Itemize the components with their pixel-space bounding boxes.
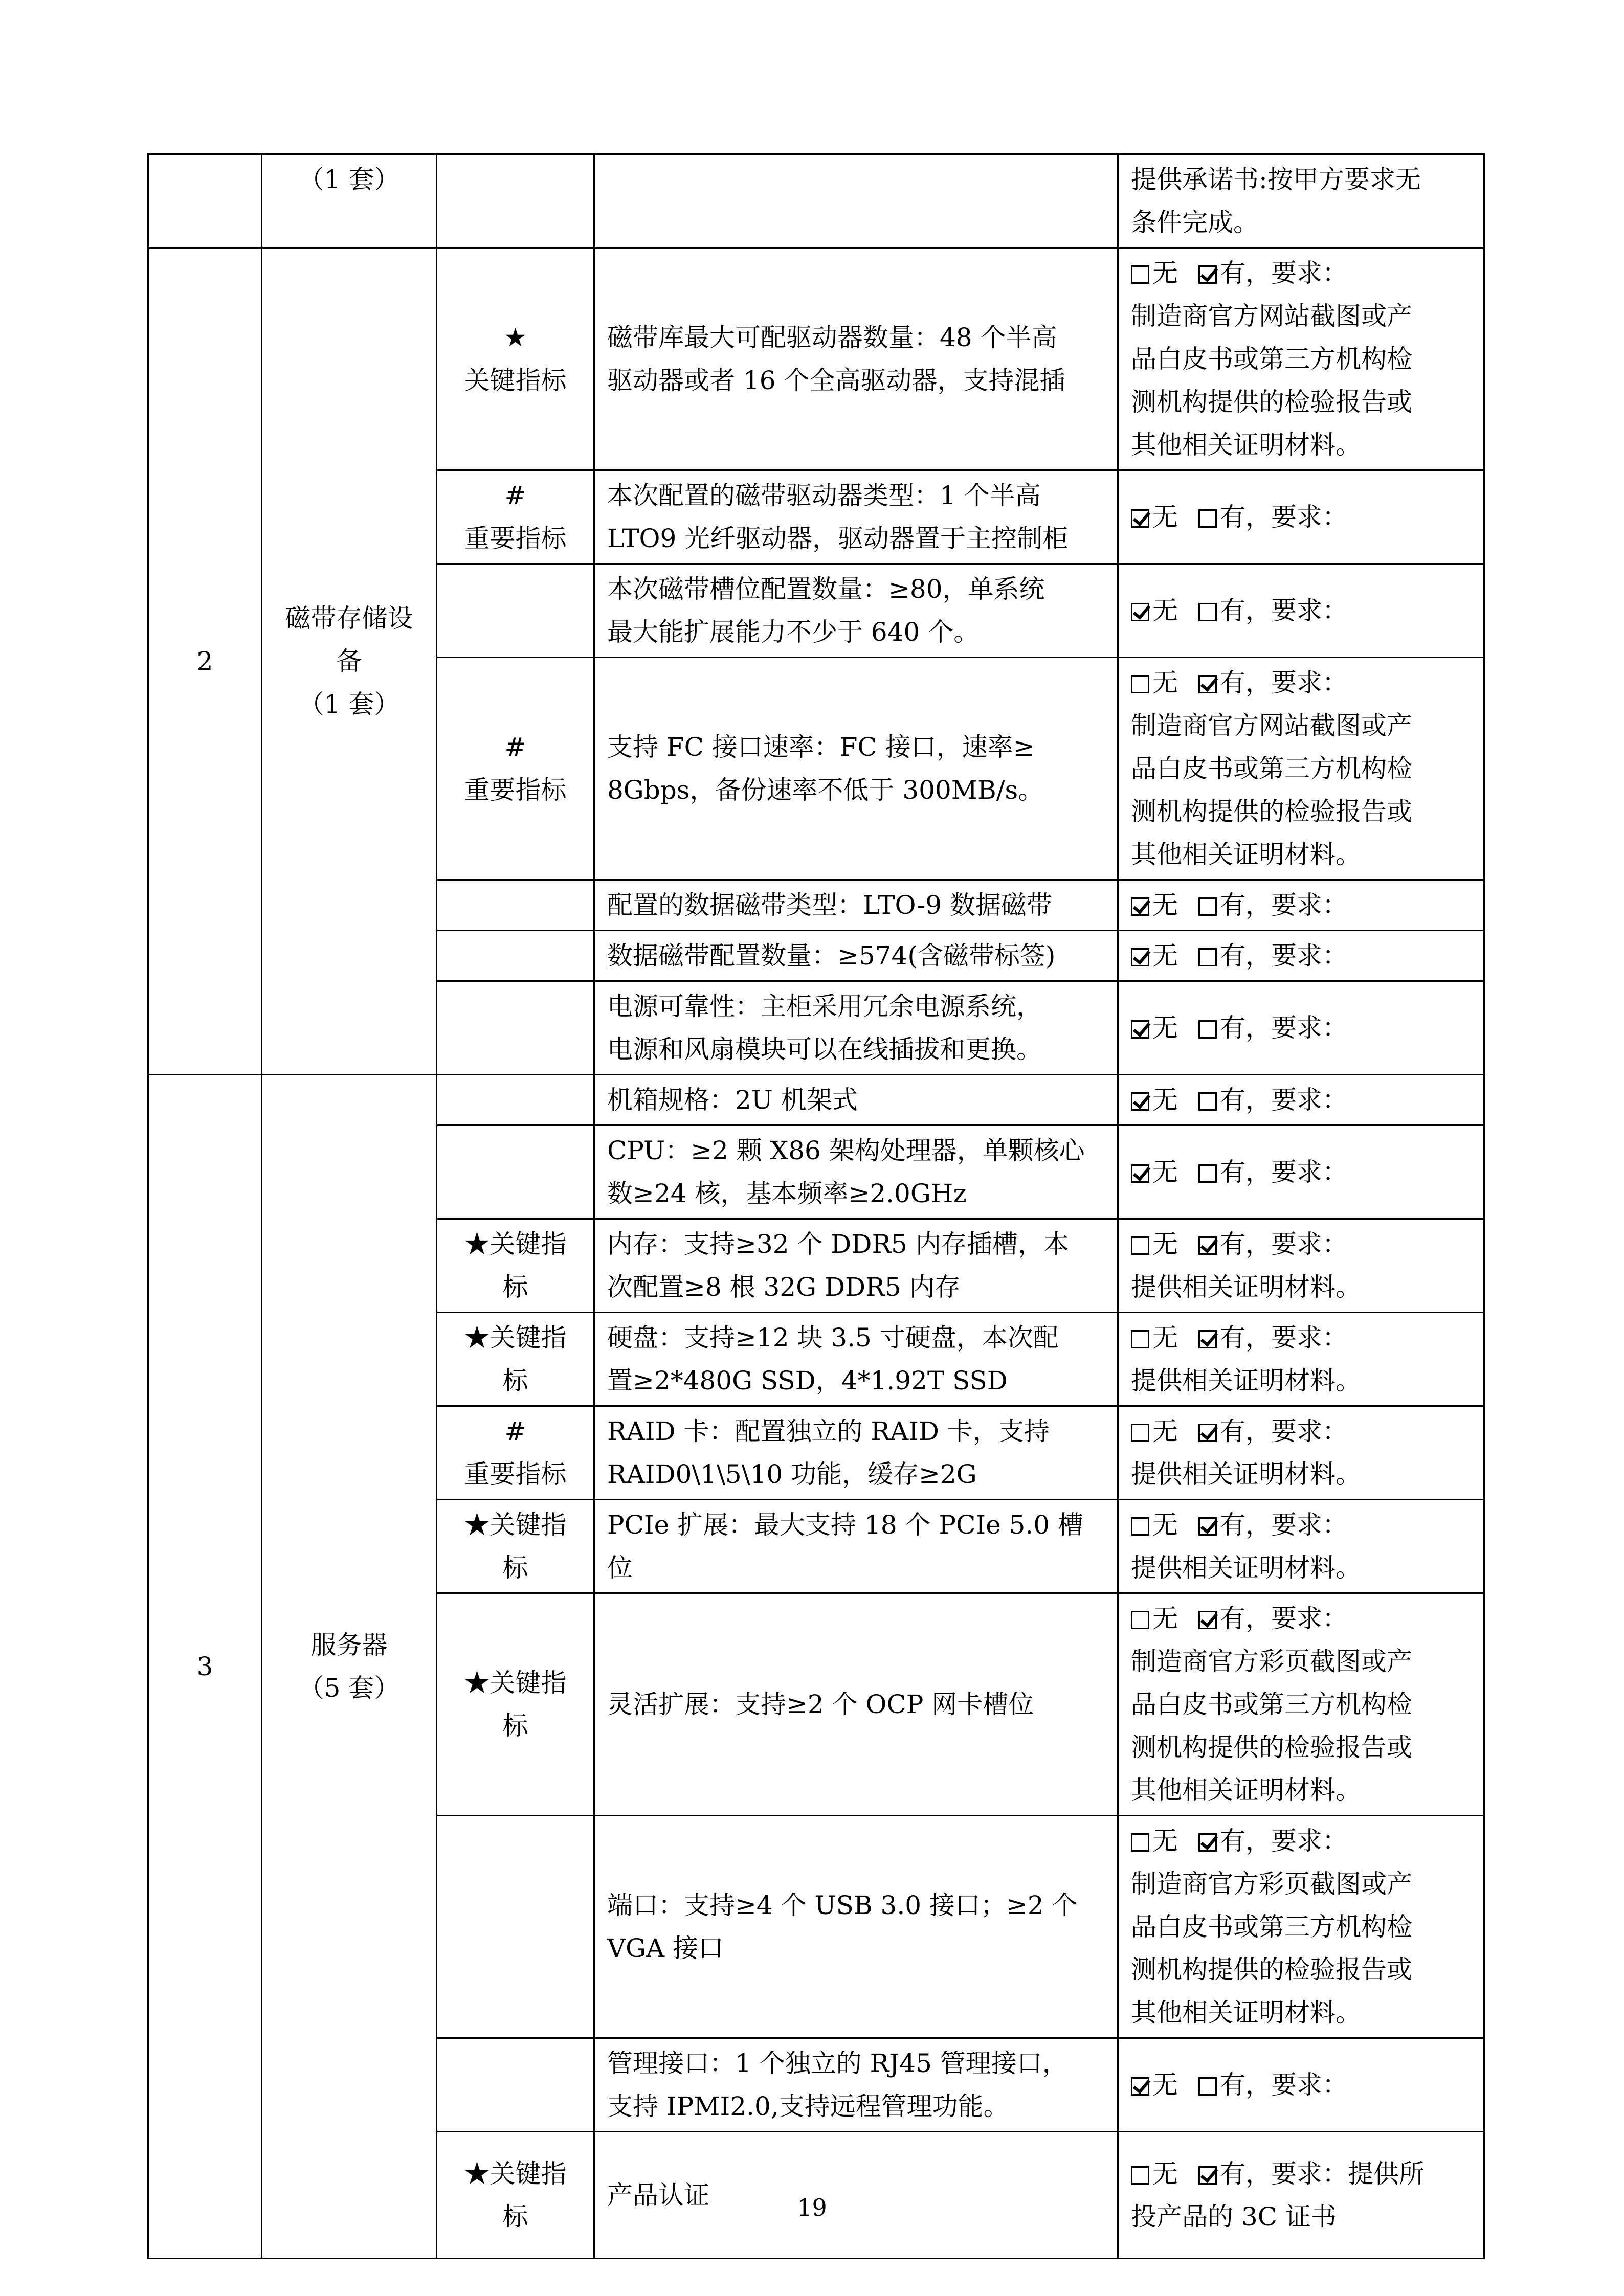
evidence-cell [1118,2038,1484,2132]
spec-line: 位 [607,1553,633,1583]
spec-line: 磁带库最大可配驱动器数量：48 个半高 [607,323,1057,352]
evidence-cell [1118,1406,1484,1500]
none-label: 无 [1152,596,1178,625]
item-number: 3 [196,1652,213,1681]
indicator-cell [437,564,594,658]
evidence-cell [1118,154,1484,248]
evidence-cell [1118,931,1484,981]
requirement-line: 制造商官方网站截图或产 [1131,301,1412,331]
has-checkbox[interactable] [1198,1020,1217,1039]
spec-cell [594,981,1118,1075]
has-checkbox[interactable] [1198,897,1217,916]
has-checkbox[interactable] [1198,509,1217,528]
has-checkbox[interactable] [1198,948,1217,966]
has-label: 有，要求： [1220,1416,1348,1446]
none-label: 无 [1152,941,1178,971]
indicator-cell [437,1126,594,1219]
spec-cell [594,154,1118,248]
spec-line: 机箱规格：2U 机架式 [607,1085,858,1115]
spec-line: 数据磁带配置数量：≥574(含磁带标签) [607,941,1056,971]
indicator-line: 标 [502,2201,528,2232]
spec-cell [594,2038,1118,2132]
spec-line: 端口：支持≥4 个 USB 3.0 接口；≥2 个 [607,1890,1078,1920]
requirement-line: 制造商官方彩页截图或产 [1131,1869,1412,1899]
spec-line: 内存：支持≥32 个 DDR5 内存插槽，本 [607,1229,1069,1259]
has-checkbox[interactable] [1198,265,1217,284]
indicator-cell [437,154,594,248]
has-checkbox[interactable] [1198,1833,1217,1852]
item-name-line: 服务器 [310,1630,388,1660]
none-label: 无 [1152,1323,1178,1353]
indicator-line: ★关键指 [464,1510,567,1540]
indicator-line: ★关键指 [464,1668,567,1698]
none-checkbox[interactable] [1131,1833,1149,1852]
item-name-cell [262,248,437,1075]
has-checkbox[interactable] [1198,675,1217,693]
has-checkbox[interactable] [1198,1236,1217,1255]
spec-line: PCIe 扩展：最大支持 18 个 PCIe 5.0 槽 [607,1510,1083,1540]
has-checkbox[interactable] [1198,1611,1217,1629]
none-label: 无 [1152,2158,1178,2189]
requirement-line: 测机构提供的检验报告或 [1131,797,1412,826]
evidence-cell [1118,1219,1484,1313]
evidence-options [1131,1503,1471,1546]
spec-cell [594,1313,1118,1406]
has-checkbox[interactable] [1198,2077,1217,2096]
indicator-line: # [504,1416,526,1446]
has-checkbox[interactable] [1198,1164,1217,1183]
spec-cell [594,1816,1118,2038]
has-label: 有，要求： [1220,1085,1348,1115]
indicator-cell [437,248,594,470]
has-label: 有，要求： [1220,502,1348,532]
requirement-line: 其他相关证明材料。 [1131,1998,1361,2028]
spec-cell [594,1500,1118,1593]
evidence-options [1131,1316,1471,1359]
evidence-options [1131,884,1471,927]
spec-line: 配置的数据磁带类型：LTO-9 数据磁带 [607,890,1052,920]
spec-cell [594,1593,1118,1816]
indicator-cell [437,1816,594,2038]
none-checkbox[interactable] [1131,1020,1149,1039]
none-checkbox[interactable] [1131,1236,1149,1255]
indicator-line: 重要指标 [464,1459,567,1489]
spec-cell [594,658,1118,880]
spec-line: LTO9 光纤驱动器，驱动器置于主控制柜 [607,524,1069,553]
spec-cell [594,1219,1118,1313]
evidence-options [1131,661,1471,704]
has-label: 有，要求： [1220,1604,1348,1633]
has-label: 有，要求： [1220,1013,1348,1043]
evidence-cell [1118,1816,1484,2038]
table-row [148,154,1484,248]
indicator-cell [437,1593,594,1816]
none-label: 无 [1152,1013,1178,1043]
spec-line: 8Gbps，备份速率不低于 300MB/s。 [607,775,1044,805]
spec-line: RAID 卡：配置独立的 RAID 卡，支持 [607,1416,1050,1446]
indicator-cell [437,470,594,564]
requirement-line: 提供相关证明材料。 [1131,1553,1361,1583]
indicator-line: 标 [502,1366,528,1395]
requirement-line: 品白皮书或第三方机构检 [1131,754,1412,783]
none-checkbox[interactable] [1131,1517,1149,1536]
none-label: 无 [1152,258,1178,288]
none-label: 无 [1152,1604,1178,1633]
none-label: 无 [1152,890,1178,920]
item-name-cell [262,1075,437,2259]
requirement-line: 制造商官方彩页截图或产 [1131,1647,1412,1676]
spec-cell [594,880,1118,931]
spec-cell [594,1406,1118,1500]
evidence-options [1131,1006,1471,1049]
spec-line: 产品认证 [607,2180,709,2210]
indicator-cell [437,931,594,981]
none-label: 无 [1152,2070,1178,2100]
indicator-line: 标 [502,1272,528,1302]
none-label: 无 [1152,1085,1178,1115]
indicator-line: ★关键指 [464,1323,567,1353]
page-number: 19 [797,2194,827,2221]
indicator-line: 重要指标 [464,524,567,553]
none-checkbox[interactable] [1131,1424,1149,1442]
indicator-cell [437,1075,594,1126]
table-row [148,1075,1484,1126]
has-label: 有，要求： [1220,2070,1348,2100]
has-checkbox[interactable] [1198,2166,1217,2185]
none-label: 无 [1152,1229,1178,1259]
indicator-cell [437,981,594,1075]
evidence-cell [1118,1500,1484,1593]
has-label: 有，要求： [1220,668,1348,697]
none-checkbox[interactable] [1131,509,1149,528]
requirement-line: 提供相关证明材料。 [1131,1459,1361,1489]
spec-line: 电源可靠性：主柜采用冗余电源系统， [607,992,1042,1021]
spec-line: 数≥24 核，基本频率≥2.0GHz [607,1179,967,1208]
indicator-line: 关键指标 [464,366,567,395]
has-label: 有，要求： [1220,1323,1348,1353]
item-name-line: （5 套） [298,1673,400,1703]
spec-line: 管理接口：1 个独立的 RJ45 管理接口， [607,2049,1068,2078]
none-checkbox[interactable] [1131,1092,1149,1111]
spec-line: 次配置≥8 根 32G DDR5 内存 [607,1272,961,1302]
has-checkbox[interactable] [1198,1517,1217,1536]
requirement-inline: 提供所 [1348,2158,1425,2189]
indicator-cell [437,2038,594,2132]
evidence-cell [1118,658,1484,880]
none-label: 无 [1152,1510,1178,1540]
none-checkbox[interactable] [1131,2077,1149,2096]
none-checkbox[interactable] [1131,265,1149,284]
indicator-line: # [504,732,526,762]
spec-cell [594,470,1118,564]
has-label: 有，要求： [1220,1229,1348,1259]
has-label: 有，要求： [1220,890,1348,920]
has-label: 有，要求： [1220,1157,1348,1187]
evidence-cell [1118,981,1484,1075]
evidence-options [1131,1078,1471,1121]
none-label: 无 [1152,668,1178,697]
spec-table-body [148,154,1484,2259]
spec-line: 置≥2*480G SSD，4*1.92T SSD [607,1366,1008,1395]
evidence-options [1131,1819,1471,1862]
evidence-options [1131,2063,1471,2106]
requirement-line: 制造商官方网站截图或产 [1131,711,1412,740]
evidence-cell [1118,1126,1484,1219]
has-label: 有，要求： [1220,1510,1348,1540]
spec-line: CPU：≥2 颗 X86 架构处理器，单颗核心 [607,1136,1085,1165]
evidence-options [1131,252,1471,295]
evidence-options [1131,1410,1471,1453]
evidence-cell [1118,880,1484,931]
item-name-line: （1 套） [298,165,400,194]
has-checkbox[interactable] [1198,1424,1217,1442]
item-name-line: 磁带存储设 [285,603,413,633]
requirement-line: 其他相关证明材料。 [1131,1775,1361,1805]
spec-cell [594,931,1118,981]
none-checkbox[interactable] [1131,2166,1149,2185]
indicator-cell [437,880,594,931]
indicator-line: 标 [502,1553,528,1583]
requirement-line: 提供承诺书:按甲方要求无 [1131,165,1421,194]
evidence-cell [1118,1313,1484,1406]
spec-line: RAID0\1\5\10 功能，缓存≥2G [607,1459,977,1489]
requirement-line: 测机构提供的检验报告或 [1131,387,1412,417]
requirement-line: 品白皮书或第三方机构检 [1131,1690,1412,1719]
has-checkbox[interactable] [1198,603,1217,621]
table-row [148,248,1484,470]
none-checkbox[interactable] [1131,1611,1149,1629]
none-label: 无 [1152,1157,1178,1187]
spec-line: 电源和风扇模块可以在线插拔和更换。 [607,1034,1042,1064]
has-label: 有，要求： [1220,941,1348,971]
spec-line: 支持 IPMI2.0,支持远程管理功能。 [607,2091,1009,2121]
spec-line: 硬盘：支持≥12 块 3.5 寸硬盘，本次配 [607,1323,1059,1353]
evidence-options [1131,2152,1471,2195]
spec-cell [594,564,1118,658]
spec-line: 灵活扩展：支持≥2 个 OCP 网卡槽位 [607,1690,1034,1719]
evidence-cell [1118,1593,1484,1816]
spec-line: 本次磁带槽位配置数量：≥80，单系统 [607,574,1045,604]
requirement-line: 测机构提供的检验报告或 [1131,1732,1412,1762]
indicator-cell [437,658,594,880]
item-name-line: （1 套） [298,689,400,719]
spec-line: 支持 FC 接口速率：FC 接口，速率≥ [607,732,1035,762]
has-checkbox[interactable] [1198,1330,1217,1348]
requirement-line: 提供相关证明材料。 [1131,1272,1361,1302]
requirement-line: 其他相关证明材料。 [1131,430,1361,460]
indicator-line: ★ [504,323,527,352]
has-label: 有，要求： [1220,596,1348,625]
indicator-cell [437,1406,594,1500]
spec-cell [594,1075,1118,1126]
indicator-cell [437,1219,594,1313]
has-checkbox[interactable] [1198,1092,1217,1111]
indicator-line: ★关键指 [464,2158,567,2189]
item-name-cell [262,154,437,248]
requirement-line: 提供相关证明材料。 [1131,1366,1361,1395]
evidence-cell [1118,1075,1484,1126]
indicator-cell [437,1500,594,1593]
none-checkbox[interactable] [1131,1164,1149,1183]
spec-line: 驱动器或者 16 个全高驱动器，支持混插 [607,366,1065,395]
item-number-cell [148,154,262,248]
requirement-line: 品白皮书或第三方机构检 [1131,1912,1412,1942]
requirement-line: 其他相关证明材料。 [1131,840,1361,869]
none-checkbox[interactable] [1131,603,1149,621]
evidence-options [1131,589,1471,632]
evidence-cell [1118,248,1484,470]
indicator-line: 标 [502,1711,528,1741]
evidence-options [1131,1597,1471,1640]
evidence-cell [1118,470,1484,564]
item-number-cell [148,1075,262,2259]
requirement-line: 品白皮书或第三方机构检 [1131,344,1412,374]
none-label: 无 [1152,502,1178,532]
evidence-options [1131,1223,1471,1266]
has-label: 有，要求： [1220,2158,1348,2189]
spec-line: 本次配置的磁带驱动器类型：1 个半高 [607,481,1041,510]
spec-line: 最大能扩展能力不少于 640 个。 [607,617,980,647]
none-label: 无 [1152,1416,1178,1446]
evidence-options [1131,934,1471,977]
item-number-cell [148,248,262,1075]
evidence-cell [1118,564,1484,658]
indicator-cell [437,1313,594,1406]
evidence-options [1131,496,1471,538]
spec-cell [594,1126,1118,1219]
none-checkbox[interactable] [1131,948,1149,966]
none-checkbox[interactable] [1131,675,1149,693]
indicator-line: 重要指标 [464,775,567,805]
requirement-line: 测机构提供的检验报告或 [1131,1955,1412,1985]
none-checkbox[interactable] [1131,897,1149,916]
evidence-options [1131,1151,1471,1194]
none-checkbox[interactable] [1131,1330,1149,1348]
indicator-line: ★关键指 [464,1229,567,1259]
none-label: 无 [1152,1826,1178,1856]
spec-cell [594,248,1118,470]
has-label: 有，要求： [1220,258,1348,288]
item-name-line: 备 [336,646,362,676]
has-label: 有，要求： [1220,1826,1348,1856]
spec-line: VGA 接口 [607,1933,724,1963]
requirement-line: 条件完成。 [1131,208,1259,237]
requirement-line: 投产品的 3C 证书 [1131,2201,1337,2232]
item-number: 2 [196,646,213,676]
indicator-line: # [504,481,526,510]
spec-table [147,153,1485,2259]
